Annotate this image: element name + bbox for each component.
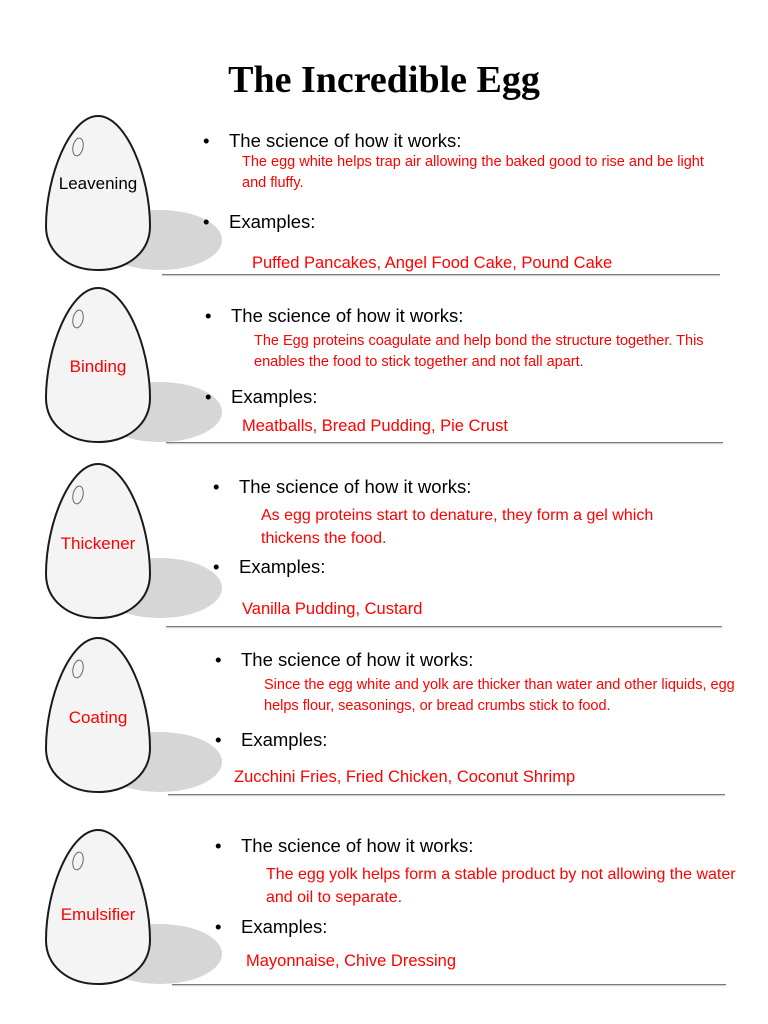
egg-graphic (38, 284, 228, 454)
examples-heading: • Examples: (203, 211, 316, 232)
science-explanation: The Egg proteins coagulate and help bond the structure together. This enables the food to stick together and not fall apart. (254, 333, 704, 370)
examples-heading: • Examples: (205, 386, 318, 407)
egg-label: Coating (68, 708, 128, 727)
egg-label: Thickener (60, 534, 136, 553)
section-divider (162, 274, 720, 275)
egg-graphic (38, 634, 228, 804)
examples-list: Zucchini Fries, Fried Chicken, Coconut Shrimp (234, 768, 576, 786)
science-heading: • The science of how it works: (205, 305, 464, 326)
egg-graphic (38, 112, 228, 282)
egg-label: Emulsifier (60, 905, 136, 924)
science-heading: • The science of how it works: (203, 130, 462, 151)
examples-list: Vanilla Pudding, Custard (242, 600, 423, 618)
egg-graphic (38, 826, 228, 996)
science-explanation: As egg proteins start to denature, they form a gel which thickens the food. (261, 507, 654, 547)
examples-list: Meatballs, Bread Pudding, Pie Crust (242, 417, 508, 435)
page-title: The Incredible Egg (228, 59, 540, 101)
science-explanation: The egg white helps trap air allowing the baked good to rise and be light and fluffy. (242, 154, 704, 191)
examples-list: Puffed Pancakes, Angel Food Cake, Pound Cake (252, 254, 613, 272)
science-explanation: Since the egg white and yolk are thicker than water and other liquids, egg helps flour, seasonings, or bread crumbs stick to food. (264, 677, 735, 714)
examples-heading: • Examples: (215, 729, 328, 750)
section-divider (166, 626, 722, 627)
examples-list: Mayonnaise, Chive Dressing (246, 952, 457, 970)
science-heading: • The science of how it works: (215, 835, 474, 856)
examples-heading: • Examples: (213, 556, 326, 577)
section-divider (172, 984, 726, 985)
egg-graphic (38, 460, 228, 630)
science-heading: • The science of how it works: (213, 476, 472, 497)
science-explanation: The egg yolk helps form a stable product by not allowing the water and oil to separate. (266, 866, 736, 906)
section-divider (166, 442, 723, 443)
science-heading: • The science of how it works: (215, 649, 474, 670)
egg-label: Binding (69, 357, 127, 376)
egg-label: Leavening (58, 174, 138, 193)
section-divider (168, 794, 725, 795)
examples-heading: • Examples: (215, 916, 328, 937)
egg-icon (38, 112, 228, 282)
